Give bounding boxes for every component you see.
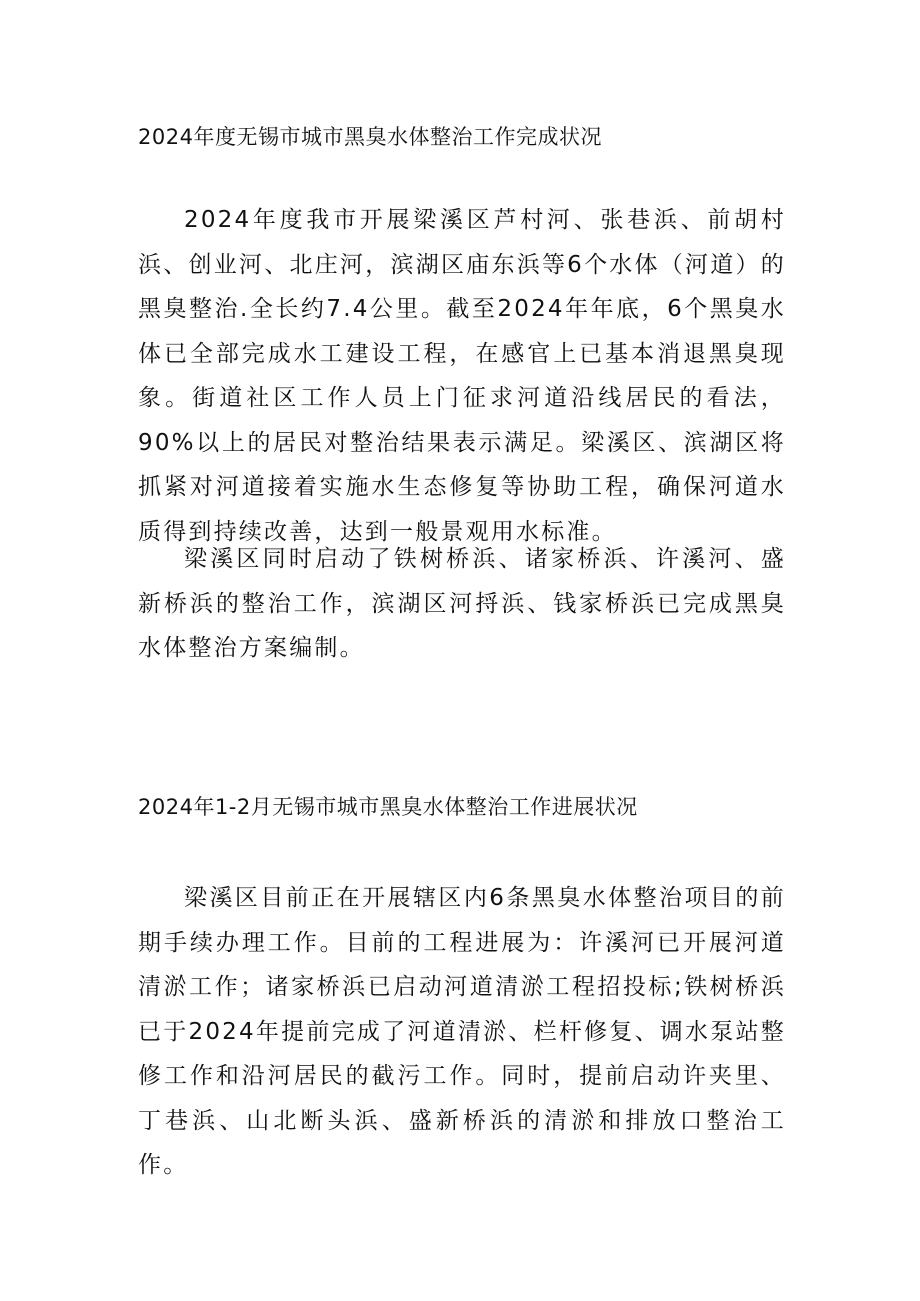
- section-1-title: 2024年度无锡市城市黑臭水体整治工作完成状况: [138, 125, 602, 149]
- section-2-title: 2024年1-2月无锡市城市黑臭水体整治工作进展状况: [138, 795, 638, 819]
- section-1-paragraph-2: 梁溪区同时启动了铁树桥浜、诸家桥浜、许溪河、盛新桥浜的整治工作，滨湖区河捋浜、钱家桥浜已完成黑臭水体整治方案编制。: [138, 546, 786, 661]
- section-1-paragraph-1: 2024年度我市开展梁溪区芦村河、张巷浜、前胡村浜、创业河、北庄河，滨湖区庙东浜等6个水体（河道）的黑臭整治.全长约7.4公里。截至2024年年底，6个黑臭水体已全部完成水工建设工程，在感官上已基本消退黑臭现象。街道社区工作人员上门征求河道沿线居民的看法，90%以上的居民对整治结果表示满足。梁溪区、滨湖区将抓紧对河道接着实施水生态修复等协助工程，确保河道水质得到持续改善，达到一般景观用水标准。: [138, 207, 786, 545]
- section-2-paragraph-1: 梁溪区目前正在开展辖区内6条黑臭水体整治项目的前期手续办理工作。目前的工程进展为：许溪河已开展河道清淤工作；诸家桥浜已启动河道清淤工程招投标;铁树桥浜已于2024年提前完成了河道清淤、栏杆修复、调水泵站整修工作和沿河居民的截污工作。同时，提前启动许夹里、丁巷浜、山北断头浜、盛新桥浜的清淤和排放口整治工作。: [138, 885, 786, 1178]
